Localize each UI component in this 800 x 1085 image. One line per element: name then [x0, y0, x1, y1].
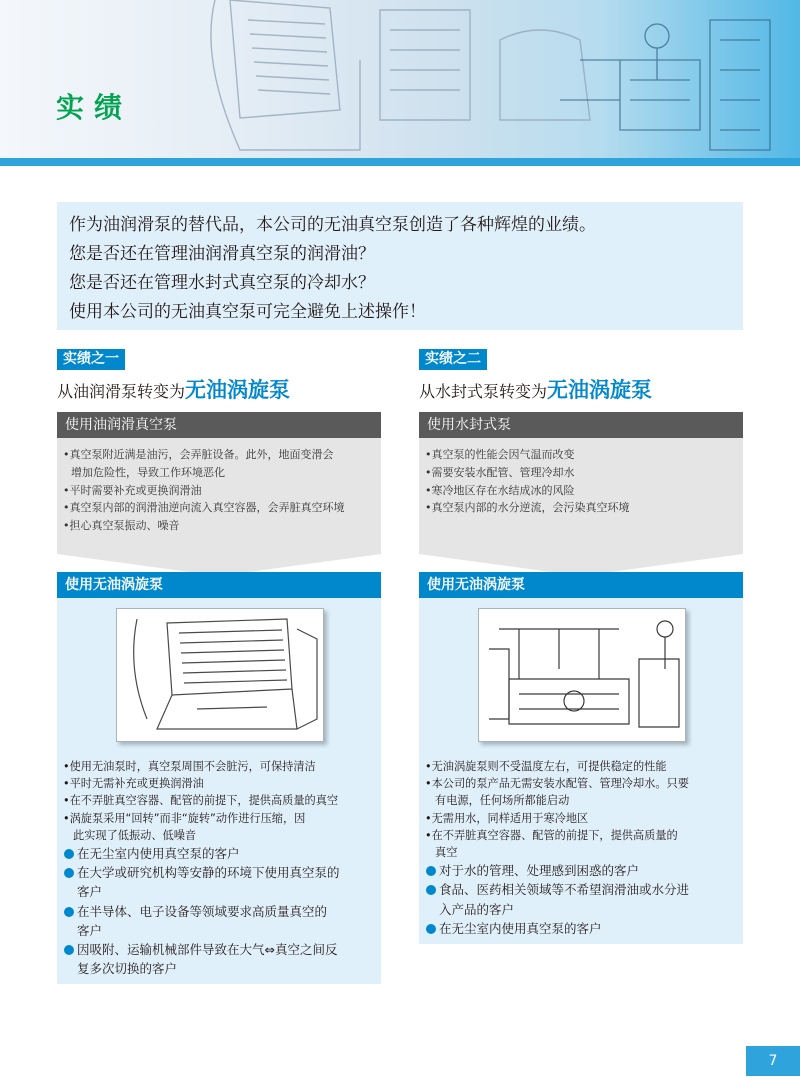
case-1-before-item: •平时需要补充或更换润滑油 — [63, 483, 202, 497]
case-2-customer-item: 对于水的管理、处理感到困惑的客户 — [425, 861, 737, 880]
intro-line: 使用本公司的无油真空泵可完全避免上述操作！ — [69, 302, 426, 322]
header-banner — [0, 0, 800, 158]
case-2-after-list — [425, 758, 737, 861]
case-2-before-header: 使用水封式泵 — [419, 412, 743, 438]
case-1-column — [57, 348, 381, 984]
case-1-customer-item: 复多次切换的客户 — [77, 961, 178, 977]
case-1-after-header: 使用无油涡旋泵 — [57, 572, 381, 598]
case-2-before-item: •寒冷地区存在水结成冰的风险 — [425, 483, 575, 497]
case-2-after-item: •本公司的泵产品无需安装水配管、管理冷却水。只要 — [425, 777, 689, 791]
case-1-pump-photo — [116, 608, 324, 742]
case-1-customer-item: 在半导体、电子设备等领域要求高质量真空的 — [63, 902, 375, 921]
case-1-customer-list — [63, 844, 375, 978]
case-1-customer-item: 因吸附、运输机械部件导致在大气⇔真空之间反 — [63, 940, 375, 959]
case-2-title-prefix: 从水封式泵转变为 — [419, 382, 548, 401]
case-2-after-item: •无需用水，同样适用于寒冷地区 — [425, 811, 589, 825]
case-2-customer-item: 食品、医药相关领域等不希望润滑油或水分进 — [425, 880, 737, 899]
case-2-after-item: •在不弄脏真空容器、配管的前提下，提供高质量的 — [425, 828, 678, 842]
case-1-before-list — [57, 438, 381, 554]
case-1-before-item: 增加危险性，导致工作环境恶化 — [71, 465, 225, 479]
case-1-after-item: •在不弄脏真空容器、配管的前提下，提供高质量的真空 — [63, 794, 339, 808]
case-1-before-item: •真空泵内部的润滑油逆向流入真空容器，会弄脏真空环境 — [63, 501, 345, 515]
case-2-after-item: 真空 — [435, 846, 458, 860]
machinery-sketch-illustration — [0, 0, 800, 158]
case-1-after-item: •平时无需补充或更换润滑油 — [63, 777, 204, 791]
case-2-after-header: 使用无油涡旋泵 — [419, 572, 743, 598]
case-2-after-item: 有电源，任何场所都能启动 — [435, 794, 570, 808]
case-2-title-emphasis: 无油涡旋泵 — [547, 378, 653, 402]
case-1-before-item: •担心真空泵振动、噪音 — [63, 519, 180, 533]
case-2-before-item: •需要安装水配管、管理冷却水 — [425, 465, 575, 479]
case-1-customer-item: 客户 — [77, 884, 103, 900]
intro-line: 您是否还在管理油润滑真空泵的润滑油？ — [69, 244, 375, 264]
case-1-after-item: •涡旋泵采用“回转”而非“旋转”动作进行压缩，因 — [63, 811, 306, 825]
case-1-title-emphasis: 无油涡旋泵 — [185, 378, 291, 402]
case-2-pump-photo — [478, 608, 686, 742]
case-2-customer-item: 在无尘室内使用真空泵的客户 — [425, 919, 737, 938]
case-2-before-list — [419, 438, 743, 554]
page-number: 7 — [746, 1046, 800, 1076]
case-1-before-item: •真空泵附近满是油污，会弄脏设备。此外，地面变滑会 — [63, 448, 334, 461]
case-2-tag: 实绩之二 — [419, 349, 487, 370]
case-1-customer-item: 在大学或研究机构等安静的环境下使用真空泵的 — [63, 863, 375, 882]
case-2-customer-list — [425, 861, 737, 938]
case-2-after-item: •无油涡旋泵则不受温度左右，可提供稳定的性能 — [425, 760, 667, 773]
case-2-column — [419, 348, 743, 944]
case-1-after-item: •使用无油泵时，真空泵周围不会脏污，可保持清洁 — [63, 760, 316, 773]
case-2-customer-item: 入产品的客户 — [439, 901, 515, 917]
case-1-customer-item: 在无尘室内使用真空泵的客户 — [63, 844, 375, 863]
case-2-before-item: •真空泵内部的水分逆流，会污染真空环境 — [425, 501, 630, 515]
intro-line: 作为油润滑泵的替代品，本公司的无油真空泵创造了各种辉煌的业绩。 — [69, 215, 596, 235]
case-2-before-item: •真空泵的性能会因气温而改变 — [425, 448, 575, 461]
case-2-title — [419, 374, 743, 404]
case-1-customer-item: 客户 — [77, 922, 103, 938]
case-1-tag: 实绩之一 — [57, 349, 125, 370]
case-1-before-header: 使用油润滑真空泵 — [57, 412, 381, 438]
intro-line: 您是否还在管理水封式真空泵的冷却水？ — [69, 273, 375, 293]
case-1-after-item: 此实现了低振动、低噪音 — [73, 828, 197, 842]
water-pump-sketch — [479, 609, 685, 741]
case-2-after-box — [419, 598, 743, 944]
header-stripe — [0, 158, 800, 166]
case-1-after-box — [57, 598, 381, 984]
case-1-title-prefix: 从油润滑泵转变为 — [57, 382, 186, 401]
scroll-pump-sketch — [117, 609, 323, 741]
intro-box — [57, 202, 743, 330]
case-1-title — [57, 374, 381, 404]
case-1-after-list — [63, 758, 375, 844]
page-title: 实绩 — [56, 91, 133, 124]
